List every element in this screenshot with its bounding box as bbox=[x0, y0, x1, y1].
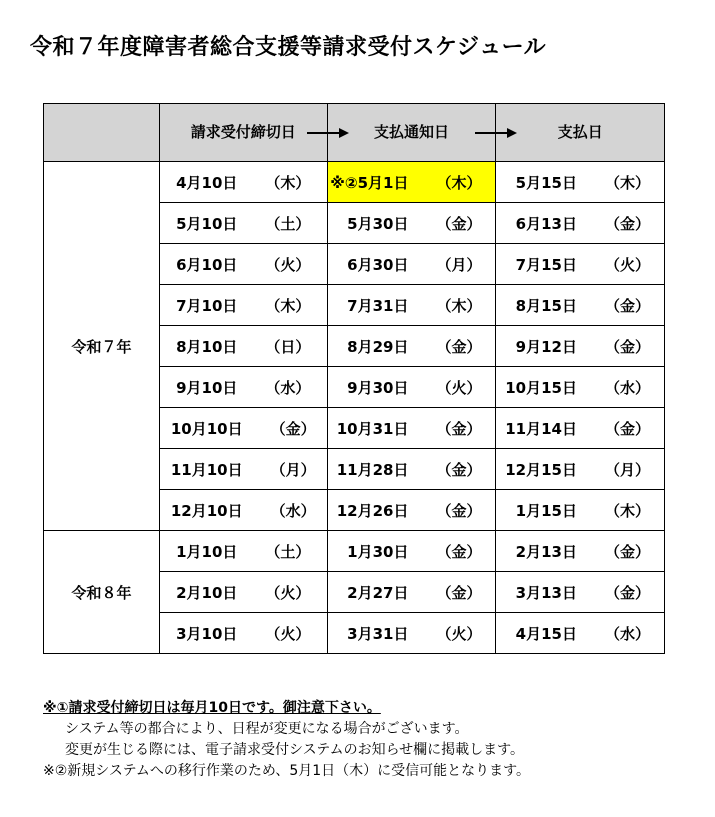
year-label: 令和８年 bbox=[44, 531, 160, 654]
date-text: 4月15日 bbox=[515, 624, 577, 643]
weekday-text: （木） bbox=[265, 296, 311, 315]
date-text: 9月12日 bbox=[515, 337, 577, 356]
weekday-text: （木） bbox=[604, 173, 650, 192]
weekday-text: （金） bbox=[436, 583, 482, 602]
notice-cell bbox=[327, 162, 496, 203]
payment-cell bbox=[496, 531, 665, 572]
weekday-text: （金） bbox=[604, 542, 650, 561]
notice-cell bbox=[327, 244, 496, 285]
date-text: 2月10日 bbox=[176, 583, 238, 602]
date-text: 8月15日 bbox=[515, 296, 577, 315]
notice-cell bbox=[327, 326, 496, 367]
date-text: ※②5月1日 bbox=[330, 173, 409, 192]
weekday-text: （火） bbox=[436, 378, 482, 397]
weekday-text: （木） bbox=[436, 173, 482, 192]
payment-cell bbox=[496, 285, 665, 326]
weekday-text: （金） bbox=[604, 214, 650, 233]
date-text: 7月15日 bbox=[515, 255, 577, 274]
weekday-text: （火） bbox=[436, 624, 482, 643]
note-4: ※②新規システムへの移行作業のため、5月1日（木）に受信可能となります。 bbox=[43, 763, 531, 779]
date-text: 9月30日 bbox=[347, 378, 409, 397]
schedule-table bbox=[43, 103, 665, 654]
weekday-text: （金） bbox=[436, 501, 482, 520]
payment-cell bbox=[496, 449, 665, 490]
payment-cell bbox=[496, 613, 665, 654]
header-deadline-label: 請求受付締切日 bbox=[190, 123, 296, 141]
date-text: 6月10日 bbox=[176, 255, 238, 274]
note-1: ※①請求受付締切日は毎月10日です。御注意下さい。 bbox=[43, 700, 381, 716]
payment-cell bbox=[496, 490, 665, 531]
date-text: 12月10日 bbox=[170, 501, 243, 520]
weekday-text: （火） bbox=[604, 255, 650, 274]
weekday-text: （木） bbox=[265, 173, 311, 192]
notice-cell bbox=[327, 285, 496, 326]
header-corner bbox=[44, 104, 160, 162]
date-text: 11月10日 bbox=[170, 460, 243, 479]
arrow-right-icon bbox=[475, 128, 517, 138]
weekday-text: （水） bbox=[270, 501, 316, 520]
weekday-text: （金） bbox=[604, 419, 650, 438]
notice-cell bbox=[327, 531, 496, 572]
year-label: 令和７年 bbox=[44, 162, 160, 531]
payment-cell bbox=[496, 408, 665, 449]
page-title: 令和７年度障害者総合支援等請求受付スケジュール bbox=[30, 35, 547, 60]
date-text: 8月10日 bbox=[176, 337, 238, 356]
weekday-text: （土） bbox=[265, 214, 311, 233]
header-payment bbox=[496, 104, 665, 162]
deadline-cell bbox=[159, 244, 327, 285]
date-text: 11月14日 bbox=[505, 419, 577, 438]
date-text: 5月15日 bbox=[515, 173, 577, 192]
weekday-text: （金） bbox=[436, 419, 482, 438]
weekday-text: （月） bbox=[270, 460, 316, 479]
weekday-text: （火） bbox=[265, 624, 311, 643]
date-text: 3月10日 bbox=[176, 624, 238, 643]
date-text: 6月30日 bbox=[347, 255, 409, 274]
notice-cell bbox=[327, 572, 496, 613]
date-text: 1月30日 bbox=[347, 542, 409, 561]
weekday-text: （火） bbox=[265, 255, 311, 274]
notice-cell bbox=[327, 490, 496, 531]
deadline-cell bbox=[159, 531, 327, 572]
deadline-cell bbox=[159, 408, 327, 449]
date-text: 5月30日 bbox=[347, 214, 409, 233]
header-notice bbox=[327, 104, 496, 162]
weekday-text: （日） bbox=[265, 337, 311, 356]
date-text: 12月26日 bbox=[336, 501, 409, 520]
weekday-text: （月） bbox=[604, 460, 650, 479]
date-text: 11月28日 bbox=[336, 460, 409, 479]
table-row bbox=[44, 531, 665, 572]
weekday-text: （水） bbox=[604, 624, 650, 643]
date-text: 10月10日 bbox=[170, 419, 243, 438]
date-text: 5月10日 bbox=[176, 214, 238, 233]
date-text: 10月31日 bbox=[336, 419, 409, 438]
deadline-cell bbox=[159, 572, 327, 613]
deadline-cell bbox=[159, 162, 327, 203]
weekday-text: （金） bbox=[436, 542, 482, 561]
deadline-cell bbox=[159, 203, 327, 244]
date-text: 4月10日 bbox=[176, 173, 238, 192]
payment-cell bbox=[496, 203, 665, 244]
deadline-cell bbox=[159, 613, 327, 654]
notice-cell bbox=[327, 449, 496, 490]
weekday-text: （火） bbox=[265, 583, 311, 602]
header-payment-label: 支払日 bbox=[557, 123, 603, 141]
note-3: 変更が生じる際には、電子請求受付システムのお知らせ欄に掲載します。 bbox=[65, 742, 525, 758]
date-text: 2月27日 bbox=[347, 583, 409, 602]
payment-cell bbox=[496, 244, 665, 285]
arrow-right-icon bbox=[307, 128, 349, 138]
payment-cell bbox=[496, 326, 665, 367]
weekday-text: （月） bbox=[436, 255, 482, 274]
date-text: 9月10日 bbox=[176, 378, 238, 397]
table-header-row bbox=[44, 104, 665, 162]
date-text: 7月31日 bbox=[347, 296, 409, 315]
payment-cell bbox=[496, 572, 665, 613]
notice-cell bbox=[327, 367, 496, 408]
weekday-text: （金） bbox=[270, 419, 316, 438]
weekday-text: （金） bbox=[604, 337, 650, 356]
date-text: 8月29日 bbox=[347, 337, 409, 356]
payment-cell bbox=[496, 162, 665, 203]
date-text: 3月31日 bbox=[347, 624, 409, 643]
date-text: 12月15日 bbox=[505, 460, 577, 479]
date-text: 10月15日 bbox=[505, 378, 577, 397]
date-text: 1月10日 bbox=[176, 542, 238, 561]
date-text: 3月13日 bbox=[515, 583, 577, 602]
date-text: 6月13日 bbox=[515, 214, 577, 233]
weekday-text: （金） bbox=[436, 337, 482, 356]
weekday-text: （水） bbox=[265, 378, 311, 397]
payment-cell bbox=[496, 367, 665, 408]
header-deadline bbox=[159, 104, 327, 162]
weekday-text: （水） bbox=[604, 378, 650, 397]
note-2: システム等の都合により、日程が変更になる場合がございます。 bbox=[65, 721, 469, 737]
deadline-cell bbox=[159, 367, 327, 408]
weekday-text: （金） bbox=[436, 460, 482, 479]
weekday-text: （金） bbox=[436, 214, 482, 233]
table-row bbox=[44, 162, 665, 203]
date-text: 1月15日 bbox=[515, 501, 577, 520]
deadline-cell bbox=[159, 490, 327, 531]
deadline-cell bbox=[159, 326, 327, 367]
weekday-text: （金） bbox=[604, 296, 650, 315]
weekday-text: （木） bbox=[436, 296, 482, 315]
weekday-text: （木） bbox=[604, 501, 650, 520]
weekday-text: （金） bbox=[604, 583, 650, 602]
notes bbox=[43, 698, 530, 782]
weekday-text: （土） bbox=[265, 542, 311, 561]
deadline-cell bbox=[159, 285, 327, 326]
deadline-cell bbox=[159, 449, 327, 490]
notice-cell bbox=[327, 613, 496, 654]
date-text: 7月10日 bbox=[176, 296, 238, 315]
notice-cell bbox=[327, 408, 496, 449]
notice-cell bbox=[327, 203, 496, 244]
header-notice-label: 支払通知日 bbox=[374, 123, 450, 141]
date-text: 2月13日 bbox=[515, 542, 577, 561]
